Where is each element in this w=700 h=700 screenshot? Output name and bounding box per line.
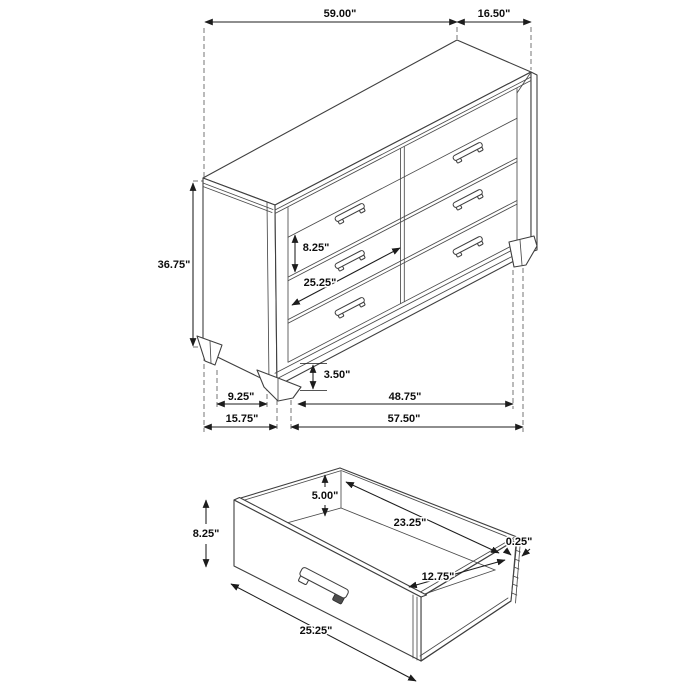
- dim-label-front-leg-span: 48.75": [388, 391, 422, 403]
- dim-label-inside-width: 23.25": [393, 517, 427, 529]
- dim-overall-base-width: [291, 413, 523, 427]
- dim-foot-spacing: [217, 391, 267, 404]
- dim-label-inside-depth: 12.75": [421, 571, 455, 583]
- dim-label-panel-thickness: 0.25": [505, 536, 533, 548]
- dim-label-drawer-front-width: 25.25": [303, 277, 337, 289]
- dim-panel-thickness: [505, 536, 532, 556]
- dim-height: [158, 183, 193, 346]
- dim-top-depth: [457, 8, 531, 22]
- dresser-front-right-foot: [509, 236, 537, 267]
- drawer-figure: [193, 468, 533, 681]
- dresser-figure: [158, 8, 537, 432]
- dim-label-front-height: 8.25": [192, 528, 220, 540]
- dim-label-inside-height: 5.00": [311, 490, 339, 502]
- dim-label-side-depth: 15.75": [225, 413, 259, 425]
- dim-label-overall-base-width: 57.50": [387, 413, 421, 425]
- dim-label-height: 36.75": [157, 259, 191, 271]
- dim-label-foot-height: 3.50": [323, 369, 351, 381]
- dresser-right-edge: [531, 72, 537, 252]
- dim-label-front-width: 25.25": [299, 625, 333, 637]
- dim-front-leg-span: [298, 391, 513, 404]
- dim-label-top-depth: 16.50": [477, 8, 511, 20]
- dim-top-width: [205, 8, 457, 22]
- dim-label-drawer-front-height: 8.25": [302, 242, 330, 254]
- dresser-body: [203, 40, 537, 386]
- dim-label-top-width: 59.00": [323, 8, 357, 20]
- dim-front-height: [193, 500, 220, 567]
- dim-side-depth: [204, 413, 277, 427]
- dim-label-foot-spacing: 9.25": [227, 391, 255, 403]
